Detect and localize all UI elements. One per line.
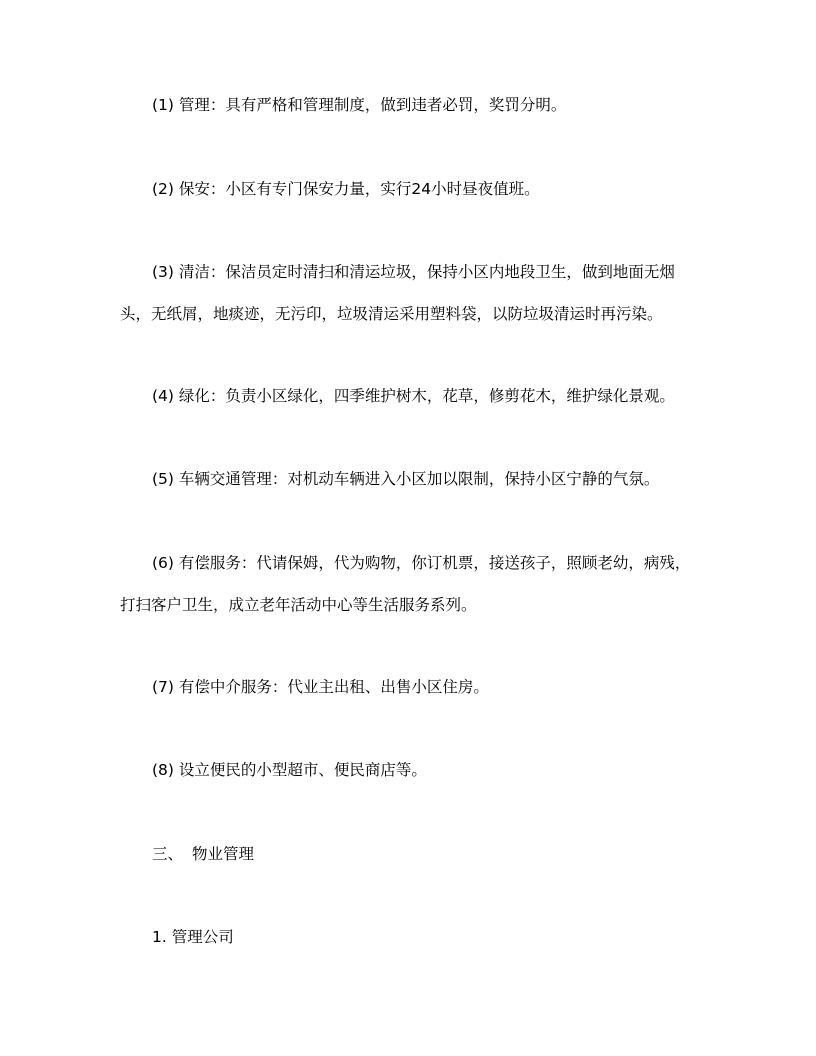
list-item (120, 168, 700, 210)
list-item (120, 458, 700, 500)
paragraph-line: (4) 绿化：负责小区绿化，四季维护树木，花草，修剪花木，维护绿化景观。 (152, 387, 675, 405)
section-number: 三、 (152, 845, 184, 863)
list-item (120, 84, 700, 126)
list-item (120, 749, 700, 791)
paragraph-line: (7) 有偿中介服务：代业主出租、出售小区住房。 (152, 678, 489, 696)
paragraph-line: 打扫客户卫生，成立老年活动中心等生活服务系列。 (120, 596, 477, 614)
subsection-heading (120, 916, 700, 958)
paragraph-line: (6) 有偿服务：代请保姆，代为购物，你订机票，接送孩子，照顾老幼，病残， (152, 554, 691, 572)
section-heading (120, 833, 700, 875)
list-item (120, 251, 700, 335)
section-title: 物业管理 (192, 845, 255, 863)
list-item (120, 666, 700, 708)
paragraph-line: (1) 管理：具有严格和管理制度，做到违者必罚，奖罚分明。 (152, 96, 567, 114)
paragraph-line: (5) 车辆交通管理：对机动车辆进入小区加以限制，保持小区宁静的气氛。 (152, 470, 660, 488)
paragraph-line: 头，无纸屑，地痰迹，无污印，垃圾清运采用塑料袋，以防垃圾清运时再污染。 (120, 305, 663, 323)
list-item (120, 375, 700, 417)
subsection-title: 1. 管理公司 (152, 928, 234, 946)
paragraph-line: (3) 清洁：保洁员定时清扫和清运垃圾，保持小区内地段卫生，做到地面无烟 (152, 263, 675, 281)
paragraph-line: (8) 设立便民的小型超市、便民商店等。 (152, 761, 427, 779)
paragraph-line: (2) 保安：小区有专门保安力量，实行24小时昼夜值班。 (152, 180, 540, 198)
list-item (120, 542, 700, 626)
